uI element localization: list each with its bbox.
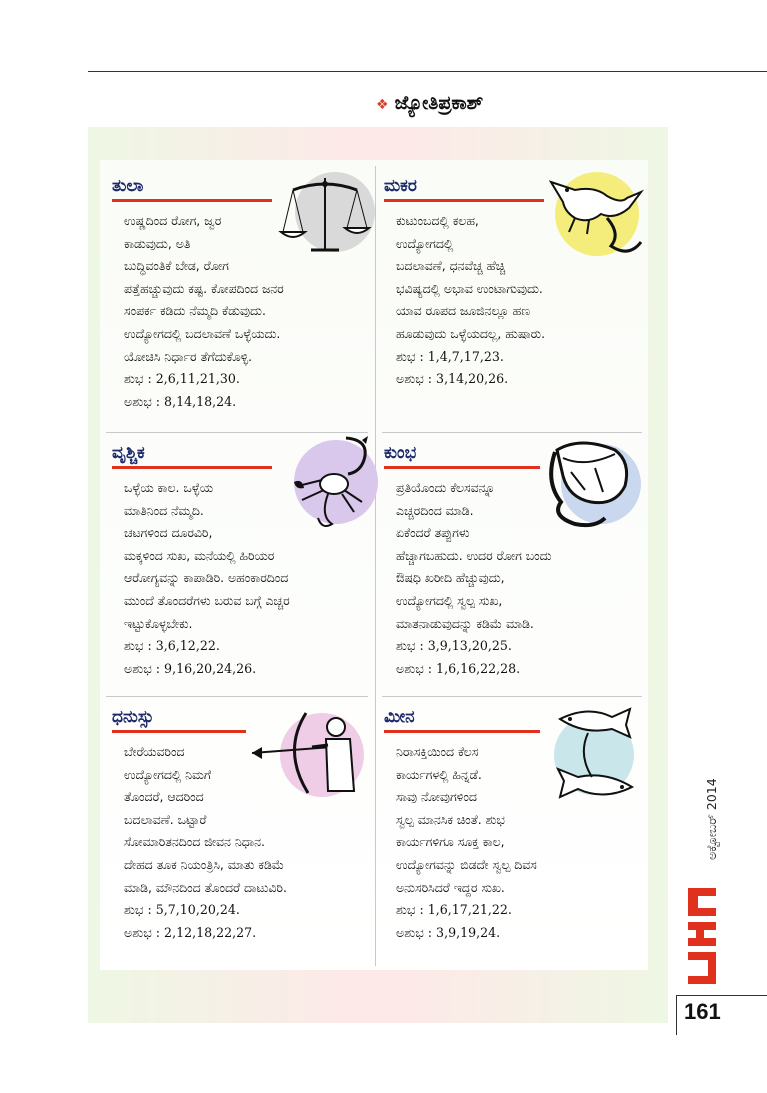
sign-title: ಕುಂಭ [384, 443, 417, 463]
sign-title: ಮಕರ [384, 176, 417, 196]
text-line: ಮಾತನಾಡುವುದನ್ನು ಕಡಿಮೆ ಮಾಡಿ. [396, 615, 534, 631]
text-line: ಯಾವ ರೂಪದ ಜೂಜಿನಲ್ಲೂ ಹಣ [396, 303, 531, 319]
text-line: ಬೇರೆಯವರಿಂದ [124, 744, 185, 759]
text-line: ಹೆಚ್ಚಾಗಬಹುದು. ಉದರ ರೋಗ ಬಂದು [396, 547, 552, 563]
text-line: ಒಳ್ಳೆಯ ಕಾಲ. ಒಳ್ಳೆಯ [124, 480, 213, 495]
text-line: ದೇಹದ ತೂಕ ನಿಯಂತ್ರಿಸಿ, ಮಾತು ಕಡಿಮೆ [124, 856, 285, 872]
unlucky-days: ಅಶುಭ : 9,16,20,24,26. [124, 660, 257, 676]
sign-body [396, 477, 552, 680]
text-line: ಪತ್ತೆಹಚ್ಚುವುದು ಕಷ್ಟ. ಕೋಪದಿಂದ ಜನರ [124, 280, 284, 296]
text-line: ಸಾವು ನೋವುಗಳಿಂದ [396, 789, 477, 805]
text-line: ಉದ್ಯೋಗವನ್ನು ಬಿಡದೇ ಸ್ವಲ್ಪ ದಿವಸ [396, 856, 537, 872]
row-divider [106, 696, 368, 697]
sign-body [124, 210, 284, 413]
text-line: ಯೋಚಿಸಿ ನಿರ್ಧಾರ ತೆಗೆದುಕೊಳ್ಳಿ. [124, 348, 253, 364]
unlucky-days: ಅಶುಭ : 2,12,18,22,27. [124, 924, 257, 940]
lucky-days: ಶುಭ : 3,9,13,20,25. [396, 638, 512, 654]
text-line: ಉಷ್ಣದಿಂದ ರೋಗ, ಜ್ವರ [124, 213, 222, 228]
text-line: ಕುಟುಂಬದಲ್ಲಿ ಕಲಹ, [396, 213, 479, 228]
text-line: ಹೂಡುವುದು ಒಳ್ಳೆಯದಲ್ಲ, ಹುಷಾರು. [396, 325, 546, 341]
sign-body [396, 741, 537, 944]
title-underline [112, 466, 272, 469]
sign-title: ತುಲಾ [112, 176, 144, 196]
text-line: ಮಾಡಿ, ಮೌನದಿಂದ ತೊಂದರೆ ದಾಟುವಿರಿ. [124, 879, 287, 895]
text-line: ಆರೋಗ್ಯವನ್ನು ಕಾಪಾಡಿರಿ. ಅಹಂಕಾರದಿಂದ [124, 570, 289, 586]
text-line: ಕಾರ್ಯಗಳಿಗೂ ಸೂಕ್ತ ಕಾಲ, [396, 834, 505, 850]
text-line: ಎಚ್ಚರದಿಂದ ಮಾಡಿ. [396, 502, 474, 518]
page-number-rule [676, 995, 767, 996]
row-divider [382, 696, 642, 697]
pisces-fish-icon [548, 705, 640, 805]
text-line: ಬದಲಾವಣೆ. ಒಟ್ಟಾರೆ [124, 811, 207, 827]
text-line: ಸಂಪರ್ಕ ಕಡಿದು ನೆಮ್ಮದಿ ಕೆಡುವುದು. [124, 303, 266, 319]
text-line: ಉದ್ಯೋಗದಲ್ಲಿ ಬದಲಾವಣೆ ಒಳ್ಳೆಯದು. [124, 325, 281, 341]
text-line: ಉದ್ಯೋಗದಲ್ಲಿ [396, 235, 454, 251]
page-number: 161 [684, 999, 721, 1024]
title-underline [112, 730, 246, 733]
text-line: ಅನುಸರಿಸಿದರೆ ಇದ್ದರ ಸುಖ. [396, 879, 505, 895]
title-underline [384, 466, 540, 469]
issue-month: ಅಕ್ಟೋಬರ್ 2014 [704, 778, 719, 860]
column-divider [375, 166, 376, 966]
capricorn-crocodile-icon [545, 168, 645, 264]
text-line: ಮಾತಿನಿಂದ ನೆಮ್ಮದಿ. [124, 502, 204, 518]
title-underline [112, 199, 272, 202]
text-line: ಸ್ವಲ್ಪ ಮಾನಸಿಕ ಚಿಂತೆ. ಶುಭ [396, 811, 505, 827]
lucky-days: ಶುಭ : 1,4,7,17,23. [396, 348, 504, 364]
mayura-logo [684, 884, 720, 988]
lucky-days: ಶುಭ : 2,6,11,21,30. [124, 371, 240, 387]
text-line: ಉದ್ಯೋಗದಲ್ಲಿ ಸ್ವಲ್ಪ ಸುಖ, [396, 592, 503, 608]
text-line: ಮಕ್ಕಳಿಂದ ಸುಖ, ಮನೆಯಲ್ಲಿ ಹಿರಿಯರ [124, 547, 275, 563]
text-line: ಮುಂದೆ ತೊಂದರೆಗಳು ಬರುವ ಬಗ್ಗೆ ಎಚ್ಚರ [124, 592, 290, 608]
text-line: ಕಾರ್ಯಗಳಲ್ಲಿ ಹಿನ್ನಡೆ. [396, 766, 482, 782]
sign-title: ವೃಶ್ಚಿಕ [112, 443, 145, 463]
lucky-days: ಶುಭ : 1,6,17,21,22. [396, 902, 512, 918]
unlucky-days: ಅಶುಭ : 1,6,16,22,28. [396, 660, 521, 676]
text-line: ಭವಿಷ್ಯದಲ್ಲಿ ಅಭಾವ ಉಂಟಾಗುವುದು. [396, 280, 543, 296]
sign-title: ಮೀನ [384, 707, 415, 727]
section-header [376, 92, 483, 114]
scorpio-scorpion-icon [288, 430, 378, 540]
aquarius-pot-icon [545, 432, 641, 532]
text-line: ಕಾಡುವುದು, ಅತಿ [124, 235, 191, 251]
text-line: ಔಷಧಿ ಖರೀದಿ ಹೆಚ್ಚುವುದು, [396, 570, 505, 586]
text-line: ಉದ್ಯೋಗದಲ್ಲಿ ನಿಮಗೆ [124, 766, 212, 782]
sign-title: ಧನುಸ್ಸು [112, 707, 154, 727]
unlucky-days: ಅಶುಭ : 3,14,20,26. [396, 371, 509, 387]
text-line: ಪ್ರತಿಯೊಂದು ಕೆಲಸವನ್ನೂ [396, 480, 495, 495]
text-line: ಚಟಗಳಿಂದ ದೂರವಿರಿ, [124, 525, 213, 541]
top-rule [88, 71, 767, 72]
unlucky-days: ಅಶುಭ : 3,9,19,24. [396, 924, 501, 940]
section-title: ಜ್ಯೋತಿಪ್ರಕಾಶ್ [394, 92, 484, 114]
lucky-days: ಶುಭ : 3,6,12,22. [124, 638, 220, 654]
sign-body [396, 210, 545, 391]
page-number-vrule [676, 995, 677, 1035]
lucky-days: ಶುಭ : 5,7,10,20,24. [124, 902, 240, 918]
text-line: ಏಕೆಂದರೆ ತಪ್ಪುಗಳು [396, 525, 470, 541]
text-line: ಸೋಮಾರಿತನದಿಂದ ಜೀವನ ನಿಧಾನ. [124, 834, 265, 850]
title-underline [384, 730, 540, 733]
title-underline [384, 199, 544, 202]
text-line: ತೊಂದರೆ, ಆದರಿಂದ [124, 789, 204, 805]
sign-body [124, 477, 290, 680]
text-line: ಬದಲಾವಣೆ, ಧನವೆಚ್ಚ ಹೆಚ್ಚಿ [396, 258, 506, 274]
sign-body [124, 741, 287, 944]
text-line: ನಿರಾಸಕ್ತಿಯಿಂದ ಕೆಲಸ [396, 744, 479, 759]
diamond-bullet-icon: ❖ [376, 97, 389, 113]
text-line: ಬುದ್ಧಿವಂತಿಕೆ ಬೇಡ, ರೋಗ [124, 258, 229, 274]
libra-scales-icon [275, 170, 375, 258]
unlucky-days: ಅಶುಭ : 8,14,18,24. [124, 393, 237, 409]
text-line: ಇಟ್ಟುಕೊಳ್ಳಬೇಕು. [124, 615, 193, 631]
